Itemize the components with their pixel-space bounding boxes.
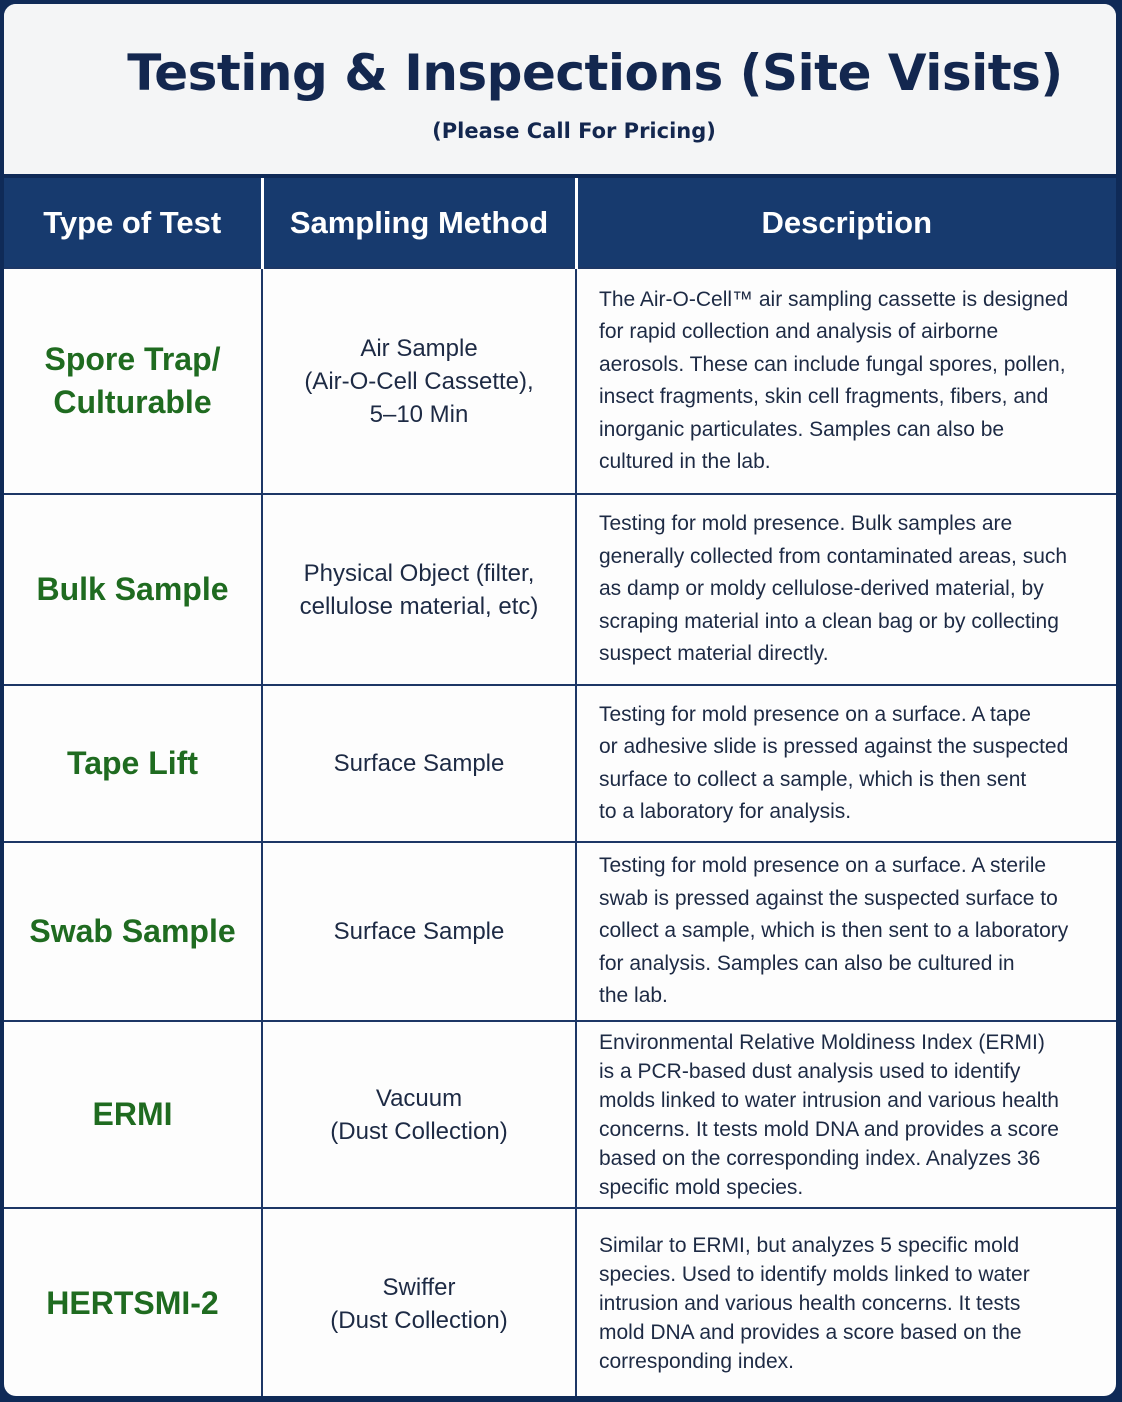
method-line: Swiffer — [382, 1273, 456, 1301]
table-row — [4, 268, 1116, 494]
description-line: specific mold species. — [599, 1175, 804, 1199]
method-line: Physical Object (filter, — [303, 559, 535, 587]
description-line: to a laboratory for analysis. — [599, 800, 852, 823]
test-type-cell — [4, 494, 262, 685]
table-row — [4, 1208, 1116, 1396]
sampling-method-cell — [262, 685, 576, 842]
sampling-method-cell — [262, 1021, 576, 1208]
description-line: generally collected from contaminated areas, such — [599, 544, 1068, 568]
type-line: Tape Lift — [67, 745, 198, 781]
description-cell — [576, 842, 1116, 1021]
description-line: based on the corresponding index. Analyzes 36 — [599, 1146, 1041, 1170]
description-line: as damp or moldy cellulose-derived material, by — [599, 577, 1044, 601]
table-row — [4, 685, 1116, 842]
description-line: cultured in the lab. — [599, 450, 771, 473]
tests-table — [4, 174, 1116, 1396]
description-line: is a PCR-based dust analysis used to identify — [599, 1059, 1021, 1083]
test-type-cell — [4, 1208, 262, 1396]
description-line: surface to collect a sample, which is then sent — [599, 767, 1027, 791]
sampling-method-cell — [262, 268, 576, 494]
table-row — [4, 1021, 1116, 1208]
table-row — [4, 842, 1116, 1021]
method-line: Surface Sample — [333, 918, 505, 945]
test-type-cell — [4, 268, 262, 494]
description-line: Testing for mold presence. Bulk samples are — [599, 512, 1013, 536]
title-block — [4, 4, 1116, 174]
method-line: Surface Sample — [333, 750, 505, 777]
description-line: corresponding index. — [599, 1350, 794, 1373]
header-row — [4, 176, 1116, 268]
description-line: for analysis. Samples can also be cultured in — [599, 951, 1015, 975]
description-line: the lab. — [599, 984, 668, 1008]
type-line: Spore Trap/ — [44, 341, 221, 377]
description-line: concerns. It tests mold DNA and provides a score — [599, 1117, 1059, 1141]
description-line: molds linked to water intrusion and various health — [599, 1088, 1059, 1112]
description-line: scraping material into a clean bag or by collecting — [599, 609, 1059, 633]
table-body — [4, 268, 1116, 1396]
description-cell — [576, 1021, 1116, 1208]
column-header-description: Description — [576, 176, 1116, 268]
method-line: (Dust Collection) — [330, 1117, 508, 1145]
description-line: collect a sample, which is then sent to a laboratory — [599, 919, 1069, 943]
page-title: Testing & Inspections (Site Visits) — [127, 44, 1063, 102]
sampling-method-cell — [262, 1208, 576, 1396]
method-line: 5–10 Min — [369, 400, 469, 428]
type-line: HERTSMI-2 — [46, 1285, 219, 1321]
description-line: Testing for mold presence on a surface. A tape — [599, 702, 1031, 726]
description-line: suspect material directly. — [599, 642, 829, 666]
description-line: swab is pressed against the suspected surface to — [599, 886, 1058, 910]
test-type-cell — [4, 1021, 262, 1208]
description-line: species. Used to identify molds linked to water — [599, 1263, 1030, 1286]
table-row — [4, 494, 1116, 685]
method-line: cellulose material, etc) — [299, 592, 539, 620]
table-header — [4, 176, 1116, 268]
description-cell — [576, 268, 1116, 494]
description-line: aerosols. These can include fungal spores, pollen, — [599, 352, 1066, 376]
column-header-type: Type of Test — [4, 176, 262, 268]
description-line: Environmental Relative Moldiness Index (ERMI) — [599, 1030, 1045, 1054]
test-type-cell — [4, 842, 262, 1021]
description-line: Similar to ERMI, but analyzes 5 specific mold — [599, 1234, 1020, 1257]
type-line: Bulk Sample — [36, 571, 229, 607]
description-cell — [576, 685, 1116, 842]
sampling-method-cell — [262, 842, 576, 1021]
sampling-method-cell — [262, 494, 576, 685]
description-line: intrusion and various health concerns. It tests — [599, 1292, 1021, 1315]
method-line: (Air-O-Cell Cassette), — [304, 367, 534, 395]
type-line: Culturable — [53, 384, 212, 420]
description-line: mold DNA and provides a score based on the — [599, 1321, 1022, 1344]
description-line: for rapid collection and analysis of airborne — [599, 320, 999, 343]
test-type-cell — [4, 685, 262, 842]
type-line: ERMI — [92, 1096, 173, 1132]
method-line: Vacuum — [375, 1084, 463, 1112]
description-cell — [576, 1208, 1116, 1396]
description-cell — [576, 494, 1116, 685]
type-line: Swab Sample — [29, 913, 236, 949]
description-line: inorganic particulates. Samples can also be — [599, 417, 1005, 441]
description-line: or adhesive slide is pressed against the suspected — [599, 735, 1069, 758]
method-line: Air Sample — [360, 334, 478, 362]
method-line: (Dust Collection) — [330, 1306, 508, 1334]
description-line: insect fragments, skin cell fragments, fibers, and — [599, 385, 1049, 408]
column-header-method: Sampling Method — [262, 176, 576, 268]
page-frame — [4, 4, 1116, 1396]
description-line: Testing for mold presence on a surface. A sterile — [599, 854, 1047, 878]
page-subtitle: (Please Call For Pricing) — [432, 119, 716, 143]
description-line: The Air-O-Cell™ air sampling cassette is designed — [599, 287, 1069, 311]
